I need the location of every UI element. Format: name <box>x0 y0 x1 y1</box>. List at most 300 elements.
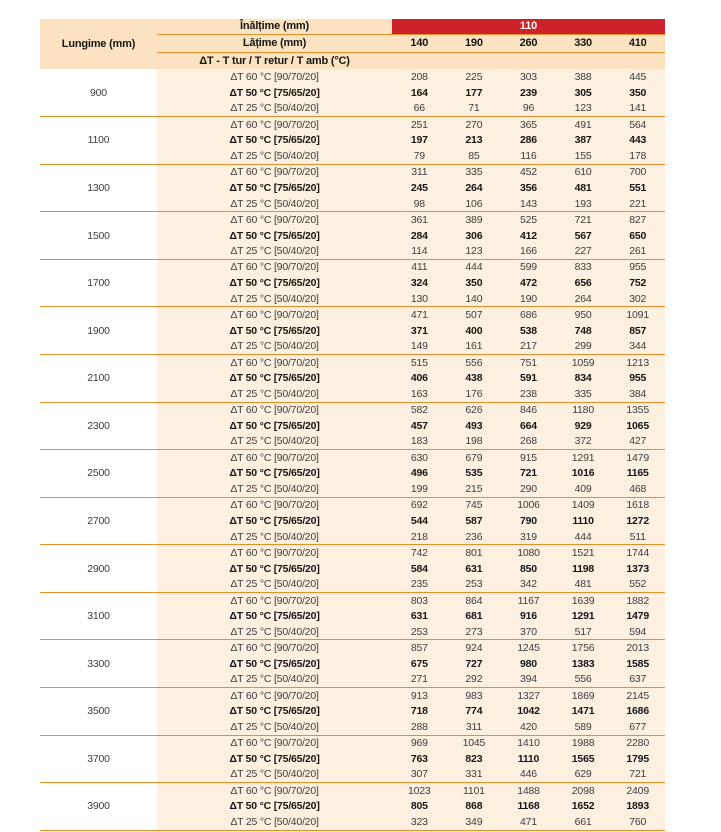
heat-output-value: 564 <box>610 117 665 133</box>
heat-output-value: 827 <box>610 212 665 228</box>
heat-output-value: 264 <box>447 180 502 196</box>
heat-output-value: 629 <box>556 767 611 783</box>
height-label: Înălțime (mm) <box>157 19 392 34</box>
heat-output-value: 350 <box>447 275 502 291</box>
delta-t-row-label: ΔT 60 °C [90/70/20] <box>157 545 392 561</box>
heat-output-value: 163 <box>392 386 447 402</box>
delta-t-row-label: ΔT 60 °C [90/70/20] <box>157 69 392 85</box>
heat-output-value: 955 <box>610 259 665 275</box>
heat-output-value: 594 <box>610 624 665 640</box>
heat-output-value: 745 <box>447 497 502 513</box>
heat-output-value: 452 <box>501 164 556 180</box>
heat-output-value: 335 <box>556 386 611 402</box>
delta-t-row-label: ΔT 25 °C [50/40/20] <box>157 243 392 259</box>
heat-output-value: 193 <box>556 196 611 212</box>
heat-output-value: 471 <box>501 814 556 830</box>
heat-output-value: 637 <box>610 672 665 688</box>
heat-output-value: 803 <box>392 592 447 608</box>
delta-t-row-label: ΔT 25 °C [50/40/20] <box>157 529 392 545</box>
heat-output-value: 445 <box>610 69 665 85</box>
delta-t-row-label: ΔT 60 °C [90/70/20] <box>157 117 392 133</box>
heat-output-value: 544 <box>392 513 447 529</box>
heat-output-value: 302 <box>610 291 665 307</box>
delta-t-row-label: ΔT 50 °C [75/65/20] <box>157 180 392 196</box>
heat-output-value: 1006 <box>501 497 556 513</box>
heat-output-value: 599 <box>501 259 556 275</box>
heat-output-value: 394 <box>501 672 556 688</box>
heat-output-value: 1618 <box>610 497 665 513</box>
delta-t-row-label: ΔT 25 °C [50/40/20] <box>157 481 392 497</box>
heat-output-value: 261 <box>610 243 665 259</box>
heat-output-value: 79 <box>392 148 447 164</box>
length-value: 2700 <box>40 497 157 545</box>
heat-output-value: 71 <box>447 101 502 117</box>
heat-output-value: 1471 <box>556 703 611 719</box>
width-column-header: 260 <box>501 34 556 52</box>
radiator-spec-table-wrap <box>40 19 665 831</box>
heat-output-value: 1245 <box>501 640 556 656</box>
heat-output-value: 438 <box>447 370 502 386</box>
heat-output-value: 748 <box>556 323 611 339</box>
heat-output-value: 356 <box>501 180 556 196</box>
heat-output-value: 656 <box>556 275 611 291</box>
heat-output-value: 371 <box>392 323 447 339</box>
heat-output-value: 929 <box>556 418 611 434</box>
table-row <box>40 402 665 418</box>
delta-t-header-spacer <box>392 52 665 69</box>
delta-t-row-label: ΔT 50 °C [75/65/20] <box>157 799 392 815</box>
heat-output-value: 1479 <box>610 450 665 466</box>
width-column-header: 190 <box>447 34 502 52</box>
heat-output-value: 515 <box>392 354 447 370</box>
heat-output-value: 306 <box>447 228 502 244</box>
heat-output-value: 517 <box>556 624 611 640</box>
heat-output-value: 292 <box>447 672 502 688</box>
delta-t-row-label: ΔT 60 °C [90/70/20] <box>157 402 392 418</box>
delta-t-row-label: ΔT 25 °C [50/40/20] <box>157 672 392 688</box>
heat-output-value: 349 <box>447 814 502 830</box>
heat-output-value: 361 <box>392 212 447 228</box>
heat-output-value: 1080 <box>501 545 556 561</box>
delta-t-row-label: ΔT 60 °C [90/70/20] <box>157 497 392 513</box>
delta-t-row-label: ΔT 60 °C [90/70/20] <box>157 212 392 228</box>
heat-output-value: 299 <box>556 339 611 355</box>
heat-output-value: 288 <box>392 719 447 735</box>
heat-output-value: 591 <box>501 370 556 386</box>
heat-output-value: 273 <box>447 624 502 640</box>
heat-output-value: 675 <box>392 656 447 672</box>
heat-output-value: 924 <box>447 640 502 656</box>
heat-output-value: 1521 <box>556 545 611 561</box>
delta-t-row-label: ΔT 60 °C [90/70/20] <box>157 688 392 704</box>
heat-output-value: 1165 <box>610 465 665 481</box>
delta-t-row-label: ΔT 50 °C [75/65/20] <box>157 323 392 339</box>
heat-output-value: 406 <box>392 370 447 386</box>
heat-output-value: 1213 <box>610 354 665 370</box>
heat-output-value: 303 <box>501 69 556 85</box>
delta-t-row-label: ΔT 25 °C [50/40/20] <box>157 101 392 117</box>
heat-output-value: 507 <box>447 307 502 323</box>
width-column-header: 140 <box>392 34 447 52</box>
delta-t-row-label: ΔT 60 °C [90/70/20] <box>157 164 392 180</box>
heat-output-value: 1585 <box>610 656 665 672</box>
heat-output-value: 661 <box>556 814 611 830</box>
heat-output-value: 444 <box>447 259 502 275</box>
heat-output-value: 525 <box>501 212 556 228</box>
heat-output-value: 443 <box>610 132 665 148</box>
heat-output-value: 384 <box>610 386 665 402</box>
heat-output-value: 955 <box>610 370 665 386</box>
length-column-header: Lungime (mm) <box>40 19 157 69</box>
heat-output-value: 491 <box>556 117 611 133</box>
heat-output-value: 1291 <box>556 450 611 466</box>
table-row <box>40 545 665 561</box>
heat-output-value: 1168 <box>501 799 556 815</box>
delta-t-row-label: ΔT 50 °C [75/65/20] <box>157 751 392 767</box>
delta-t-row-label: ΔT 60 °C [90/70/20] <box>157 735 392 751</box>
heat-output-value: 1565 <box>556 751 611 767</box>
heat-output-value: 850 <box>501 561 556 577</box>
heat-output-value: 751 <box>501 354 556 370</box>
heat-output-value: 677 <box>610 719 665 735</box>
delta-t-row-label: ΔT 25 °C [50/40/20] <box>157 767 392 783</box>
heat-output-value: 420 <box>501 719 556 735</box>
table-row <box>40 117 665 133</box>
heat-output-value: 446 <box>501 767 556 783</box>
table-row <box>40 212 665 228</box>
heat-output-value: 238 <box>501 386 556 402</box>
heat-output-value: 631 <box>392 608 447 624</box>
table-row <box>40 497 665 513</box>
length-value: 900 <box>40 69 157 117</box>
heat-output-value: 444 <box>556 529 611 545</box>
heat-output-value: 218 <box>392 529 447 545</box>
heat-output-value: 742 <box>392 545 447 561</box>
heat-output-value: 221 <box>610 196 665 212</box>
delta-t-row-label: ΔT 50 °C [75/65/20] <box>157 465 392 481</box>
heat-output-value: 556 <box>447 354 502 370</box>
heat-output-value: 236 <box>447 529 502 545</box>
heat-output-value: 700 <box>610 164 665 180</box>
heat-output-value: 270 <box>447 117 502 133</box>
heat-output-value: 1409 <box>556 497 611 513</box>
heat-output-value: 1291 <box>556 608 611 624</box>
heat-output-value: 774 <box>447 703 502 719</box>
delta-t-row-label: ΔT 25 °C [50/40/20] <box>157 196 392 212</box>
heat-output-value: 66 <box>392 101 447 117</box>
delta-t-row-label: ΔT 50 °C [75/65/20] <box>157 608 392 624</box>
table-row <box>40 259 665 275</box>
heat-output-value: 215 <box>447 481 502 497</box>
heat-output-value: 969 <box>392 735 447 751</box>
heat-output-value: 1756 <box>556 640 611 656</box>
heat-output-value: 178 <box>610 148 665 164</box>
heat-output-value: 472 <box>501 275 556 291</box>
heat-output-value: 1882 <box>610 592 665 608</box>
delta-t-row-label: ΔT 25 °C [50/40/20] <box>157 386 392 402</box>
heat-output-value: 245 <box>392 180 447 196</box>
heat-output-value: 409 <box>556 481 611 497</box>
table-row <box>40 735 665 751</box>
heat-output-value: 481 <box>556 577 611 593</box>
length-value: 3700 <box>40 735 157 783</box>
heat-output-value: 913 <box>392 688 447 704</box>
delta-t-row-label: ΔT 50 °C [75/65/20] <box>157 703 392 719</box>
heat-output-value: 155 <box>556 148 611 164</box>
heat-output-value: 389 <box>447 212 502 228</box>
delta-t-header-label: ΔT - T tur / T retur / T amb (°C) <box>157 52 392 69</box>
length-value: 2900 <box>40 545 157 593</box>
heat-output-value: 271 <box>392 672 447 688</box>
delta-t-row-label: ΔT 25 °C [50/40/20] <box>157 577 392 593</box>
heat-output-value: 1045 <box>447 735 502 751</box>
heat-output-value: 143 <box>501 196 556 212</box>
table-row <box>40 164 665 180</box>
heat-output-value: 197 <box>392 132 447 148</box>
heat-output-value: 790 <box>501 513 556 529</box>
length-value: 3900 <box>40 783 157 831</box>
heat-output-value: 1795 <box>610 751 665 767</box>
heat-output-value: 587 <box>447 513 502 529</box>
heat-output-value: 650 <box>610 228 665 244</box>
heat-output-value: 1042 <box>501 703 556 719</box>
heat-output-value: 589 <box>556 719 611 735</box>
heat-output-value: 718 <box>392 703 447 719</box>
width-label: Lățime (mm) <box>157 34 392 52</box>
heat-output-value: 98 <box>392 196 447 212</box>
heat-output-value: 130 <box>392 291 447 307</box>
heat-output-value: 114 <box>392 243 447 259</box>
heat-output-value: 983 <box>447 688 502 704</box>
heat-output-value: 217 <box>501 339 556 355</box>
heat-output-value: 468 <box>610 481 665 497</box>
heat-output-value: 96 <box>501 101 556 117</box>
heat-output-value: 584 <box>392 561 447 577</box>
heat-output-value: 284 <box>392 228 447 244</box>
heat-output-value: 610 <box>556 164 611 180</box>
heat-output-value: 335 <box>447 164 502 180</box>
heat-output-value: 1327 <box>501 688 556 704</box>
table-row <box>40 592 665 608</box>
heat-output-value: 801 <box>447 545 502 561</box>
length-value: 1300 <box>40 164 157 212</box>
heat-output-value: 551 <box>610 180 665 196</box>
heat-output-value: 290 <box>501 481 556 497</box>
heat-output-value: 323 <box>392 814 447 830</box>
delta-t-row-label: ΔT 25 °C [50/40/20] <box>157 434 392 450</box>
heat-output-value: 286 <box>501 132 556 148</box>
heat-output-value: 198 <box>447 434 502 450</box>
heat-output-value: 805 <box>392 799 447 815</box>
heat-output-value: 868 <box>447 799 502 815</box>
delta-t-row-label: ΔT 60 °C [90/70/20] <box>157 783 392 799</box>
heat-output-value: 857 <box>610 323 665 339</box>
width-column-header: 330 <box>556 34 611 52</box>
length-value: 1100 <box>40 117 157 165</box>
heat-output-value: 344 <box>610 339 665 355</box>
heat-output-value: 681 <box>447 608 502 624</box>
heat-output-value: 2013 <box>610 640 665 656</box>
heat-output-value: 2098 <box>556 783 611 799</box>
heat-output-value: 370 <box>501 624 556 640</box>
delta-t-row-label: ΔT 50 °C [75/65/20] <box>157 513 392 529</box>
heat-output-value: 721 <box>556 212 611 228</box>
heat-output-value: 1355 <box>610 402 665 418</box>
heat-output-value: 496 <box>392 465 447 481</box>
heat-output-value: 1383 <box>556 656 611 672</box>
heat-output-value: 664 <box>501 418 556 434</box>
length-value: 3500 <box>40 688 157 736</box>
heat-output-value: 556 <box>556 672 611 688</box>
heat-output-value: 631 <box>447 561 502 577</box>
heat-output-value: 307 <box>392 767 447 783</box>
heat-output-value: 1869 <box>556 688 611 704</box>
heat-output-value: 535 <box>447 465 502 481</box>
length-value: 2500 <box>40 450 157 498</box>
radiator-output-table <box>40 19 665 831</box>
heat-output-value: 864 <box>447 592 502 608</box>
heat-output-value: 846 <box>501 402 556 418</box>
heat-output-value: 2280 <box>610 735 665 751</box>
heat-output-value: 833 <box>556 259 611 275</box>
delta-t-row-label: ΔT 25 °C [50/40/20] <box>157 291 392 307</box>
heat-output-value: 950 <box>556 307 611 323</box>
heat-output-value: 388 <box>556 69 611 85</box>
heat-output-value: 1639 <box>556 592 611 608</box>
heat-output-value: 1110 <box>556 513 611 529</box>
delta-t-row-label: ΔT 50 °C [75/65/20] <box>157 561 392 577</box>
height-value-badge: 110 <box>392 19 665 34</box>
heat-output-value: 183 <box>392 434 447 450</box>
heat-output-value: 305 <box>556 85 611 101</box>
heat-output-value: 1272 <box>610 513 665 529</box>
heat-output-value: 149 <box>392 339 447 355</box>
heat-output-value: 1065 <box>610 418 665 434</box>
length-value: 1700 <box>40 259 157 307</box>
delta-t-row-label: ΔT 60 °C [90/70/20] <box>157 640 392 656</box>
heat-output-value: 235 <box>392 577 447 593</box>
heat-output-value: 752 <box>610 275 665 291</box>
heat-output-value: 1686 <box>610 703 665 719</box>
heat-output-value: 365 <box>501 117 556 133</box>
heat-output-value: 471 <box>392 307 447 323</box>
width-column-header: 410 <box>610 34 665 52</box>
heat-output-value: 161 <box>447 339 502 355</box>
heat-output-value: 823 <box>447 751 502 767</box>
length-value: 3300 <box>40 640 157 688</box>
length-value: 1500 <box>40 212 157 260</box>
heat-output-value: 552 <box>610 577 665 593</box>
heat-output-value: 208 <box>392 69 447 85</box>
heat-output-value: 342 <box>501 577 556 593</box>
heat-output-value: 123 <box>556 101 611 117</box>
length-value: 2300 <box>40 402 157 450</box>
heat-output-value: 1101 <box>447 783 502 799</box>
length-value: 1900 <box>40 307 157 355</box>
heat-output-value: 400 <box>447 323 502 339</box>
heat-output-value: 1893 <box>610 799 665 815</box>
heat-output-value: 1479 <box>610 608 665 624</box>
delta-t-row-label: ΔT 60 °C [90/70/20] <box>157 450 392 466</box>
heat-output-value: 213 <box>447 132 502 148</box>
heat-output-value: 253 <box>447 577 502 593</box>
heat-output-value: 493 <box>447 418 502 434</box>
heat-output-value: 199 <box>392 481 447 497</box>
table-row <box>40 354 665 370</box>
delta-t-row-label: ΔT 50 °C [75/65/20] <box>157 275 392 291</box>
delta-t-row-label: ΔT 25 °C [50/40/20] <box>157 719 392 735</box>
delta-t-row-label: ΔT 50 °C [75/65/20] <box>157 85 392 101</box>
heat-output-value: 916 <box>501 608 556 624</box>
heat-output-value: 1373 <box>610 561 665 577</box>
heat-output-value: 1110 <box>501 751 556 767</box>
heat-output-value: 350 <box>610 85 665 101</box>
heat-output-value: 190 <box>501 291 556 307</box>
heat-output-value: 331 <box>447 767 502 783</box>
heat-output-value: 1988 <box>556 735 611 751</box>
heat-output-value: 1023 <box>392 783 447 799</box>
heat-output-value: 141 <box>610 101 665 117</box>
delta-t-row-label: ΔT 50 °C [75/65/20] <box>157 418 392 434</box>
heat-output-value: 268 <box>501 434 556 450</box>
heat-output-value: 721 <box>501 465 556 481</box>
delta-t-row-label: ΔT 25 °C [50/40/20] <box>157 624 392 640</box>
table-row <box>40 640 665 656</box>
heat-output-value: 1180 <box>556 402 611 418</box>
heat-output-value: 980 <box>501 656 556 672</box>
heat-output-value: 411 <box>392 259 447 275</box>
heat-output-value: 106 <box>447 196 502 212</box>
heat-output-value: 1167 <box>501 592 556 608</box>
delta-t-row-label: ΔT 25 °C [50/40/20] <box>157 814 392 830</box>
heat-output-value: 311 <box>392 164 447 180</box>
heat-output-value: 686 <box>501 307 556 323</box>
heat-output-value: 2409 <box>610 783 665 799</box>
heat-output-value: 166 <box>501 243 556 259</box>
heat-output-value: 412 <box>501 228 556 244</box>
heat-output-value: 626 <box>447 402 502 418</box>
heat-output-value: 2145 <box>610 688 665 704</box>
delta-t-row-label: ΔT 50 °C [75/65/20] <box>157 656 392 672</box>
heat-output-value: 760 <box>610 814 665 830</box>
delta-t-row-label: ΔT 25 °C [50/40/20] <box>157 339 392 355</box>
heat-output-value: 387 <box>556 132 611 148</box>
heat-output-value: 227 <box>556 243 611 259</box>
delta-t-row-label: ΔT 50 °C [75/65/20] <box>157 132 392 148</box>
table-row <box>40 688 665 704</box>
delta-t-row-label: ΔT 60 °C [90/70/20] <box>157 259 392 275</box>
heat-output-value: 1091 <box>610 307 665 323</box>
heat-output-value: 763 <box>392 751 447 767</box>
delta-t-row-label: ΔT 50 °C [75/65/20] <box>157 370 392 386</box>
delta-t-row-label: ΔT 60 °C [90/70/20] <box>157 592 392 608</box>
table-row <box>40 69 665 85</box>
heat-output-value: 116 <box>501 148 556 164</box>
heat-output-value: 251 <box>392 117 447 133</box>
heat-output-value: 427 <box>610 434 665 450</box>
heat-output-value: 915 <box>501 450 556 466</box>
heat-output-value: 264 <box>556 291 611 307</box>
heat-output-value: 1652 <box>556 799 611 815</box>
heat-output-value: 253 <box>392 624 447 640</box>
length-value: 2100 <box>40 354 157 402</box>
heat-output-value: 177 <box>447 85 502 101</box>
heat-output-value: 727 <box>447 656 502 672</box>
heat-output-value: 834 <box>556 370 611 386</box>
heat-output-value: 630 <box>392 450 447 466</box>
heat-output-value: 1016 <box>556 465 611 481</box>
heat-output-value: 481 <box>556 180 611 196</box>
